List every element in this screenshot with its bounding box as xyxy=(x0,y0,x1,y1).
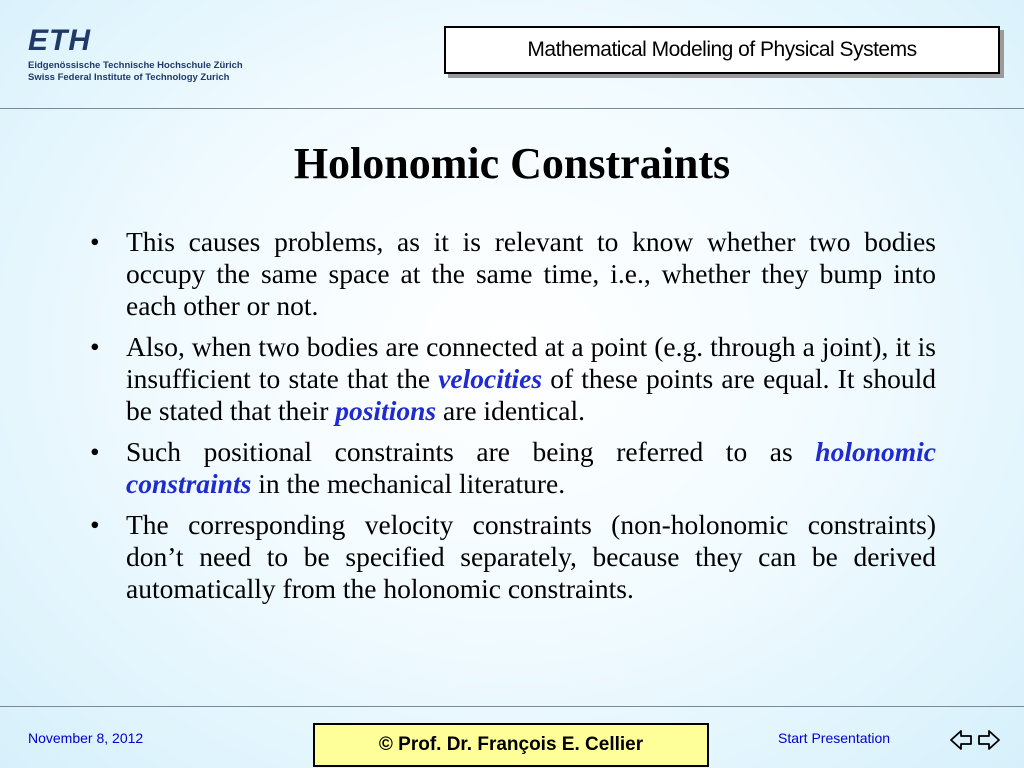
bullet-marker: • xyxy=(90,226,100,257)
slide-title: Holonomic Constraints xyxy=(293,139,731,188)
bullet-text: are identical. xyxy=(436,395,585,426)
bullet-list xyxy=(90,226,936,614)
bullet-item xyxy=(90,436,936,500)
bullet-text: The corresponding velocity constraints (non-holonomic constraints) don’t need to be specified separately, because they can be derived automatically from the holonomic constraints. xyxy=(126,509,936,604)
emphasis-velocities: velocities xyxy=(438,363,543,394)
bullet-text: of these points are equal. It should be stated that their xyxy=(126,363,936,426)
bullet-marker: • xyxy=(90,331,100,362)
eth-logo-line-german: Eidgenössische Technische Hochschule Zürich xyxy=(28,60,243,71)
bullet-text: Such positional constraints are being referred to as xyxy=(126,436,816,467)
bullet-item xyxy=(90,226,936,322)
course-title-box xyxy=(444,26,1000,74)
emphasis-positions: positions xyxy=(335,395,437,426)
footer-divider xyxy=(0,706,1024,707)
start-presentation-link[interactable]: Start Presentation xyxy=(778,730,891,746)
bullet-marker: • xyxy=(90,436,100,467)
course-title: Mathematical Modeling of Physical Systems xyxy=(527,38,917,61)
bullet-text: in the mechanical literature. xyxy=(251,468,566,499)
bullet-item xyxy=(90,331,936,427)
bullet-item xyxy=(90,509,936,605)
eth-logo xyxy=(28,26,268,84)
back-forward-arrows-icon[interactable] xyxy=(949,728,1001,752)
bullet-text: This causes problems, as it is relevant to know whether two bodies occupy the same space at the same time, i.e., whether they bump into each other or not. xyxy=(126,226,936,321)
bullet-text: Also, when two bodies are connected at a point (e.g. through a joint), it is insufficient to state that the xyxy=(126,331,936,394)
emphasis-holonomic-constraints: holonomic constraints xyxy=(126,436,936,499)
copyright-text: © Prof. Dr. François E. Cellier xyxy=(378,734,644,755)
eth-logo-mark: ETH xyxy=(28,24,91,57)
bullet-marker: • xyxy=(90,509,100,540)
footer-date: November 8, 2012 xyxy=(28,730,144,746)
header-divider xyxy=(0,108,1024,109)
copyright-box xyxy=(313,723,709,767)
eth-logo-line-english: Swiss Federal Institute of Technology Zurich xyxy=(28,72,230,83)
